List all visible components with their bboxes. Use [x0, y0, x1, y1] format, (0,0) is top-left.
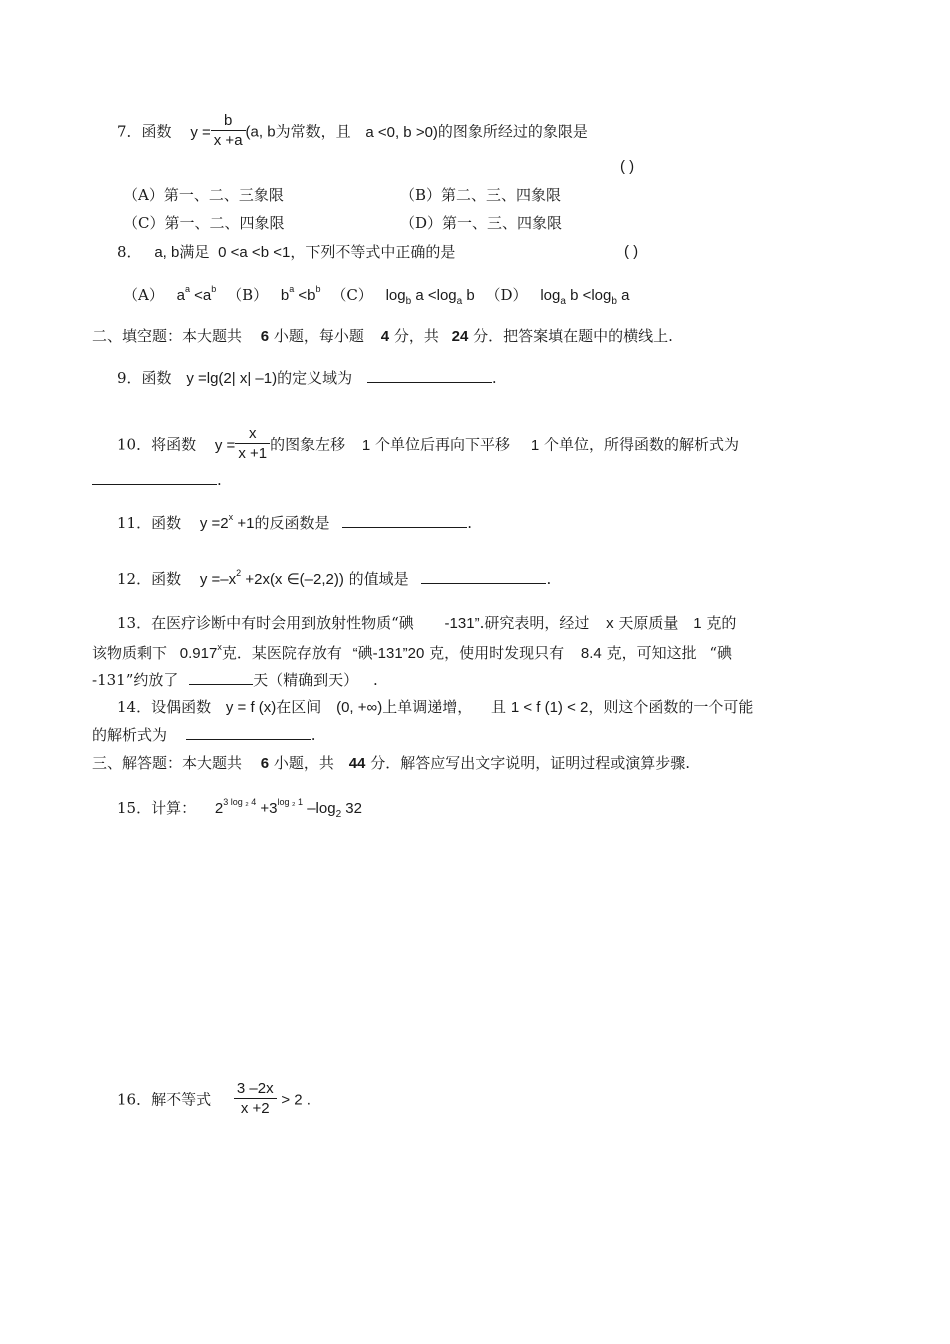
question-9-answer-blank[interactable]: [367, 368, 492, 383]
question-16-fraction: $\frac{3 -2x}{x +2}$: [234, 1079, 277, 1118]
question-13-answer-blank[interactable]: [189, 670, 253, 685]
question-14-answer-blank[interactable]: [186, 725, 311, 740]
question-11-line: 11．函数 $y =2^x +1$的反函数是 .: [117, 512, 473, 532]
question-8-option-d-label: （D）: [485, 286, 528, 304]
question-10-answer-line: .: [92, 470, 222, 490]
question-9-number: 9．函数: [117, 369, 172, 387]
section-3-heading: 三、解答题：本大题共 6 小题，共 44 分．解答应写出文字说明，证明过程或演算步骤.: [92, 754, 690, 772]
question-11-number: 11．函数: [117, 514, 182, 532]
question-8-option-c-label: （C）: [331, 286, 373, 304]
question-8-option-a-label: （A）: [123, 286, 164, 304]
question-12-number: 12．函数: [117, 570, 182, 588]
question-8-option-b-label: （B）: [227, 286, 269, 304]
question-15-line: 15．计算： $2^{3 log _2 4} +3^{log _2 1}$ $-\log_2$ 32: [117, 797, 362, 820]
question-8-answer-paren: ( ): [624, 243, 639, 260]
question-12-answer-blank[interactable]: [421, 569, 546, 584]
question-16-number: 16．解不等式: [117, 1090, 212, 1109]
question-13-line-1: 13．在医疗诊断中有时会用到放射性物质“碘 -131”.研究表明，经过 x 天原质量 1 克的: [117, 614, 737, 632]
question-14-line-2: 的解析式为 .: [92, 726, 316, 744]
question-7-fraction: $\frac{b}{x +a}$: [211, 111, 246, 150]
question-7-answer-paren: ( ): [620, 158, 635, 175]
question-15-number: 15．计算：: [117, 799, 197, 817]
section-2-heading: 二、填空题：本大题共 6 小题，每小题 4 分，共 24 分．把答案填在题中的横线上.: [92, 327, 673, 345]
question-8-options: （A） $a^a <a^b$ （B） $b^a <b^b$ （C） $\log_b a <\log_a$ b （D） $\log_a b <\log_b$ a: [123, 284, 630, 307]
question-7-option-b: （B）第二、三、四象限: [400, 186, 562, 204]
question-7-option-c: （C）第一、二、四象限: [123, 214, 285, 232]
question-13-line-3: -131”约放了 天（精确到天） .: [92, 671, 378, 689]
question-9-line: 9．函数 y =lg(2| x| –1)的定义域为 .: [117, 369, 497, 387]
question-7-option-a: （A）第一、二、三象限: [123, 186, 284, 204]
question-14-line-1: 14．设偶函数 y = f (x)在区间 (0, +∞)上单调递增， 且 1 < f (1) < 2，则这个函数的一个可能: [117, 698, 754, 716]
question-8-line: 8． a, b满足 0 <a <b <1，下列不等式中正确的是: [117, 243, 456, 261]
question-16-line: 16．解不等式 $\frac{3 -2x}{x +2}$ > 2 .: [117, 1080, 311, 1117]
question-7-line: 7．函数 y = $\frac{b}{x +a}$ (a, b为常数，且 a <0, b >0)的图象所经过的象限是: [117, 112, 588, 149]
question-10-answer-blank[interactable]: [92, 470, 217, 485]
question-7-number: 7．函数: [117, 122, 172, 141]
question-11-answer-blank[interactable]: [342, 513, 467, 528]
question-13-line-2: 该物质剩下 0.917$^x$克．某医院存放有 “碘-131”20 克，使用时发现只有 8.4 克，可知这批 “碘: [92, 642, 733, 662]
question-7-option-d: （D）第一、三、四象限: [400, 214, 563, 232]
question-10-number: 10．将函数: [117, 435, 197, 454]
question-12-line: 12．函数 $y =-x^2 +2x(x$ ∈(–2,2)) 的值域是 .: [117, 568, 552, 588]
question-10-fraction: $\frac{x}{x +1}$: [235, 424, 270, 463]
question-8-number: 8．: [117, 243, 142, 261]
question-10-line: 10．将函数 y = $\frac{x}{x +1}$ 的图象左移 1 个单位后再向下平移 1 个单位，所得函数的解析式为: [117, 425, 739, 462]
